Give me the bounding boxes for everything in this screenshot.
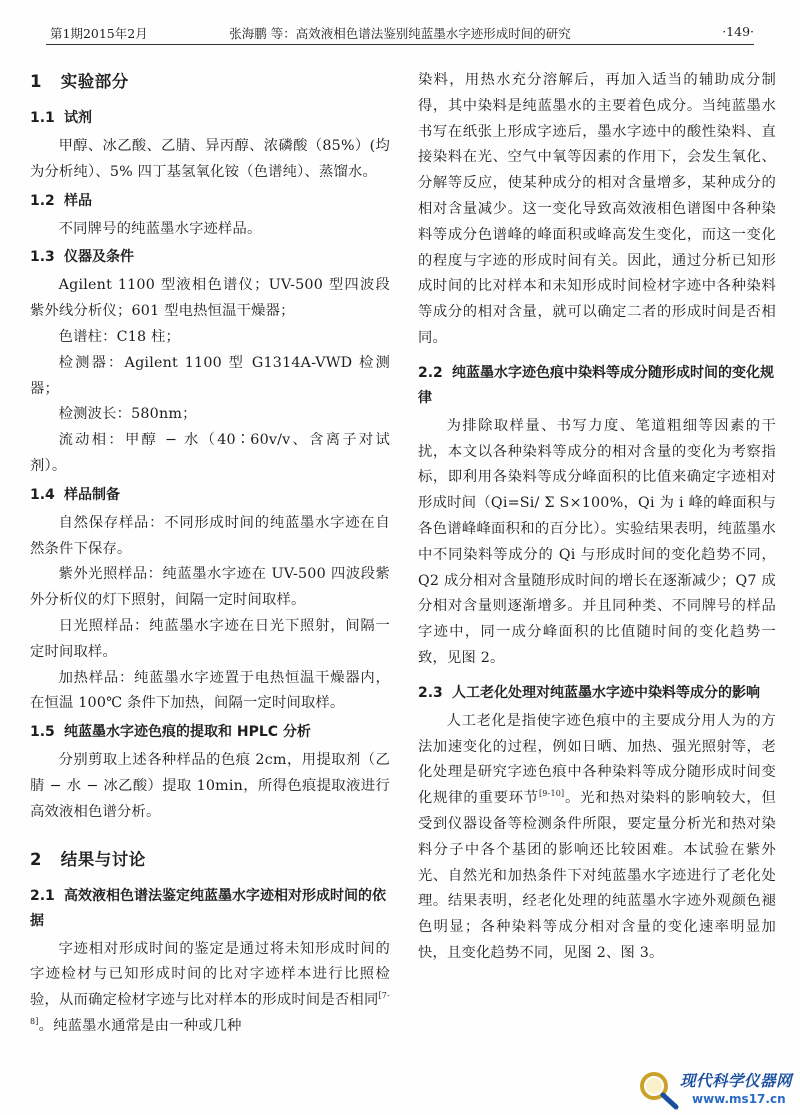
- section-title: 实验部分: [60, 72, 129, 91]
- subsection-number: 1.1: [30, 110, 55, 126]
- subsection-number: 2.1: [30, 887, 55, 904]
- paragraph: 不同牌号的纯蓝墨水字迹样品。: [58, 220, 262, 237]
- article-title-header: 张海鹏 等：高效液相色谱法鉴别纯蓝墨水字迹形成时间的研究: [229, 26, 571, 41]
- paragraph: 流动相：甲醇 − 水（40∶60v/v、含离子对试剂）。: [30, 432, 390, 474]
- paragraph: [418, 709, 776, 967]
- running-header: [46, 14, 754, 45]
- paragraph: 加热样品：纯蓝墨水字迹置于电热恒温干燥器内，在恒温 100℃ 条件下加热，间隔一定时间取样。: [30, 669, 390, 712]
- subsection-title: 高效液相色谱法鉴定纯蓝墨水字迹相对形成时间的依据: [30, 887, 386, 929]
- subsection-title: 样品: [64, 192, 92, 209]
- watermark-logo: [636, 1068, 796, 1112]
- paragraph: 日光照样品：纯蓝墨水字迹在日光下照射，间隔一定时间取样。: [30, 617, 390, 660]
- citation: [9-10]: [538, 789, 565, 799]
- subsection-title: 样品制备: [64, 486, 120, 503]
- subsection-number: 1.5: [30, 724, 55, 741]
- subsection-number: 1.2: [30, 192, 55, 209]
- watermark-text: 现代科学仪器网: [680, 1072, 793, 1090]
- subsection-title: 人工老化处理对纯蓝墨水字迹中染料等成分的影响: [452, 684, 760, 701]
- paragraph: 甲醇、冰乙酸、乙腈、异丙醇、浓磷酸（85%）(均为分析纯）、5% 四丁基氢氧化铵（色谱纯）、蒸馏水。: [30, 138, 390, 180]
- section-title: 结果与讨论: [60, 849, 146, 869]
- subsection-heading-2-3: [418, 681, 776, 706]
- subsection-title: 纯蓝墨水字迹色痕中染料等成分随形成时间的变化规律: [418, 364, 774, 406]
- subsection-number: 2.2: [418, 364, 443, 381]
- paragraph: 分别剪取上述各种样品的色痕 2cm，用提取剂（乙腈 − 水 − 冰乙酸）提取 10min，所得色痕提取液进行高效液相色谱分析。: [30, 752, 390, 820]
- subsection-heading-1-3: [30, 245, 390, 270]
- subsection-title: 试剂: [64, 110, 92, 126]
- subsection-title: 仪器及条件: [64, 249, 134, 266]
- section-number: 2: [30, 849, 42, 869]
- subsection-number: 2.3: [418, 684, 443, 701]
- section-number: 1: [30, 72, 42, 91]
- page-number: ·149·: [722, 24, 754, 39]
- magnifier-icon: [636, 1068, 684, 1112]
- paragraph: 为排除取样量、书写力度、笔道粗细等因素的干扰，本文以各种染料等成分的相对含量的变化为考察指标，即利用各染料等成分峰面积的比值来确定字迹相对形成时间（Qi=Si/ Σ S×100%，Qi 为 i 峰的峰面积与各色谱峰峰面积和的百分比）。实验结果表明，纯蓝墨水中不同染料等成分的 Qi 与形成时间的变化趋势不同，Q2 成分相对含量随形成时间的增长在逐渐减少；Q7 成分相对含量则逐渐增多。并且同种类、不同牌号的样品字迹中，同一成分峰面积的比值随时间的变化趋势一致，见图 2。: [418, 417, 776, 666]
- paragraph-text: 人工老化是指使字迹色痕中的主要成分用人为的方法加速变化的过程，例如日晒、加热、强光照射等，老化处理是研究字迹色痕中各种染料等成分随形成时间变化规律的重要环节: [418, 712, 776, 807]
- subsection-number: 1.3: [30, 249, 55, 266]
- paragraph: 紫外光照样品：纯蓝墨水字迹在 UV-500 四波段紫外分析仪的灯下照射，间隔一定时间取样。: [30, 566, 390, 609]
- subsection-title: 纯蓝墨水字迹色痕的提取和 HPLC 分析: [64, 724, 311, 741]
- left-column: [30, 68, 390, 1040]
- paragraph: 检测器：Agilent 1100 型 G1314A-VWD 检测器；: [30, 354, 390, 397]
- section-heading-2: [30, 846, 390, 874]
- section-heading-1: [30, 68, 390, 96]
- subsection-heading-2-1: [30, 884, 390, 934]
- right-column: [418, 68, 776, 967]
- paragraph: 染料，用热水充分溶解后，再加入适当的辅助成分制得，其中染料是纯蓝墨水的主要着色成分。当纯蓝墨水书写在纸张上形成字迹后，墨水字迹中的酸性染料、直接染料在光、空气中氧等因素的作用下，会发生氧化、分解等反应，使某种成分的相对含量增多，某种成分的相对含量减少。这一变化导致高效液相色谱图中各种染料等成分色谱峰的峰面积或峰高发生变化，而这一变化的程度与字迹的形成时间有关。因此，通过分析已知形成时间的比对样本和未知形成时间检材字迹中各种染料等成分的相对含量，就可以确定二者的形成时间是否相同。: [418, 72, 776, 346]
- subsection-number: 1.4: [30, 486, 55, 503]
- subsection-heading-1-4: [30, 483, 390, 508]
- subsection-heading-2-2: [418, 361, 776, 411]
- paragraph-text: 。纯蓝墨水通常是由一种或几种: [38, 1017, 242, 1034]
- subsection-heading-1-2: [30, 189, 390, 214]
- paragraph: 色谱柱：C18 柱；: [58, 328, 181, 345]
- paragraph: 自然保存样品：不同形成时间的纯蓝墨水字迹在自然条件下保存。: [30, 514, 390, 557]
- paragraph: [30, 937, 390, 1040]
- paragraph-text: 。光和热对染料的影响较大，但受到仪器设备等检测条件所限，要定量分析光和热对染料分子中各个基团的影响还比较困难。本试验在紫外光、自然光和加热条件下对纯蓝墨水字迹进行了老化处理。结果表明，经老化处理的纯蓝墨水字迹外观颜色褪色明显；各种染料等成分相对含量的变化速率明显加快，且变化趋势不同，见图 2、图 3。: [418, 790, 776, 961]
- watermark-url: www.ms17.cn: [692, 1092, 786, 1106]
- paragraph: 检测波长：580nm；: [58, 406, 197, 423]
- paragraph: Agilent 1100 型液相色谱仪；UV-500 型四波段紫外线分析仪；601 型电热恒温干燥器；: [30, 277, 390, 320]
- issue-date: 第1期2015年2月: [50, 26, 148, 41]
- subsection-heading-1-1: [30, 106, 390, 131]
- citation: [7-8]: [30, 991, 390, 1026]
- paragraph-text: 字迹相对形成时间的鉴定是通过将未知形成时间的字迹检材与已知形成时间的比对字迹样本进行比照检验，从而确定检材字迹与比对样本的形成时间是否相同: [30, 940, 390, 1009]
- subsection-heading-1-5: [30, 720, 390, 745]
